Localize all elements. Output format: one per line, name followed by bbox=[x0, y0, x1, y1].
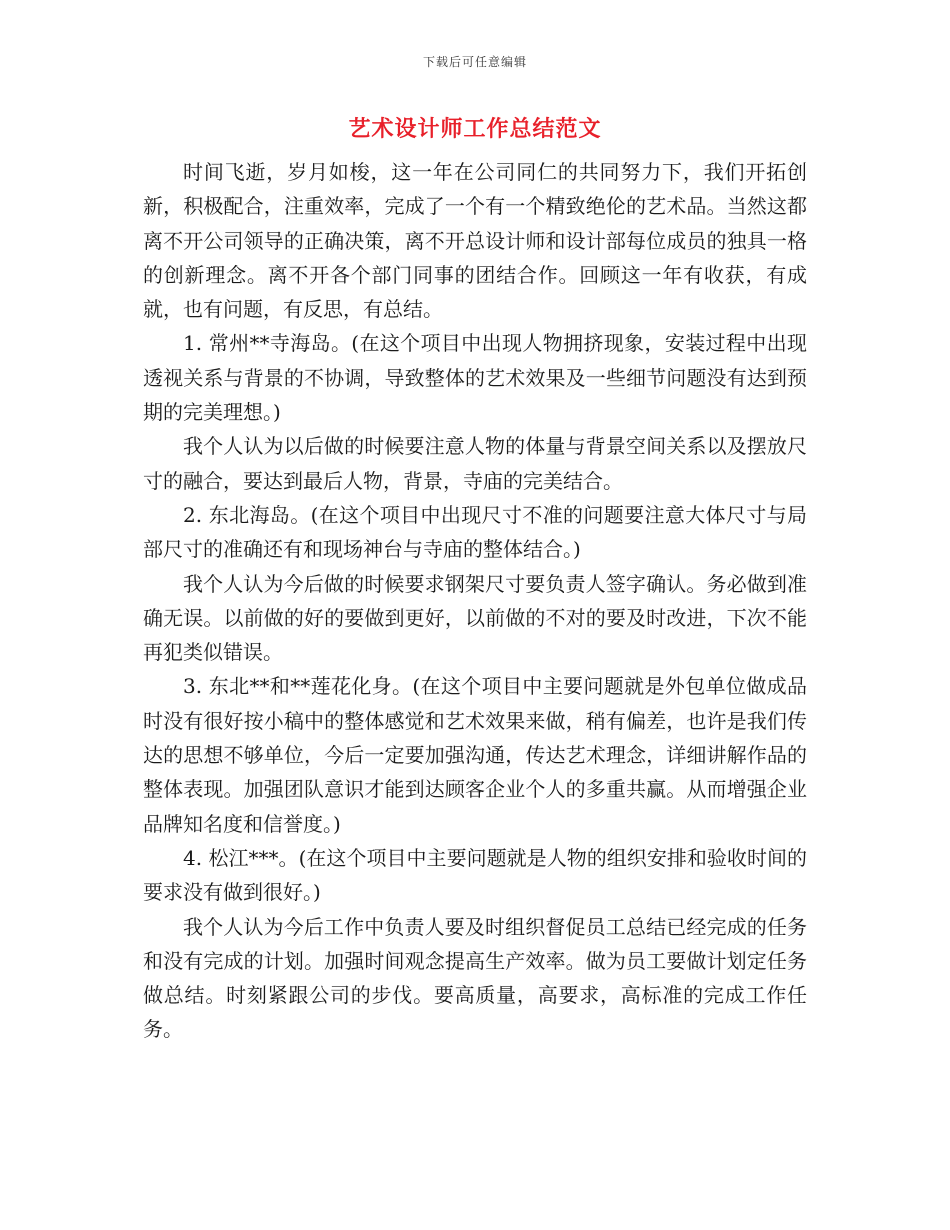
document-title: 艺术设计师工作总结范文 bbox=[348, 116, 602, 142]
paragraph-reflection-4: 我个人认为今后工作中负责人要及时组织督促员工总结已经完成的任务和没有完成的计划。加强时间观念提高生产效率。做为员工要做计划定任务做总结。时刻紧跟公司的步伐。要高质量，高要求，高标准的完成工作任务。 bbox=[143, 914, 807, 1042]
document-body bbox=[143, 155, 807, 1047]
header-note: 下载后可任意编辑 bbox=[422, 55, 527, 69]
paragraph-item-4: 4. 松江***。(在这个项目中主要问题就是人物的组织安排和验收时间的要求没有做到很好。) bbox=[143, 845, 807, 905]
paragraph-item-3: 3. 东北**和**莲花化身。(在这个项目中主要问题就是外包单位做成品时没有很好按小稿中的整体感觉和艺术效果来做，稍有偏差，也许是我们传达的思想不够单位，今后一定要加强沟通，传达艺术理念，详细讲解作品的整体表现。加强团队意识才能到达顾客企业个人的多重共赢。从而增强企业品牌知名度和信誉度。) bbox=[143, 674, 807, 836]
paragraph-intro: 时间飞逝，岁月如梭，这一年在公司同仁的共同努力下，我们开拓创新，积极配合，注重效率，完成了一个有一个精致绝伦的艺术品。当然这都离不开公司领导的正确决策，离不开总设计师和设计部每位成员的独具一格的创新理念。离不开各个部门同事的团结合作。回顾这一年有收获，有成就，也有问题，有反思，有总结。 bbox=[143, 160, 807, 322]
paragraph-reflection-1: 我个人认为以后做的时候要注意人物的体量与背景空间关系以及摆放尺寸的融合，要达到最后人物，背景，寺庙的完美结合。 bbox=[143, 434, 807, 493]
paragraph-item-1: 1. 常州**寺海岛。(在这个项目中出现人物拥挤现象，安装过程中出现透视关系与背景的不协调，导致整体的艺术效果及一些细节问题没有达到预期的完美理想。) bbox=[143, 331, 807, 425]
paragraph-reflection-2: 我个人认为今后做的时候要求钢架尺寸要负责人签字确认。务必做到准确无误。以前做的好的要做到更好，以前做的不对的要及时改进，下次不能再犯类似错误。 bbox=[143, 571, 807, 665]
paragraph-item-2: 2. 东北海岛。(在这个项目中出现尺寸不准的问题要注意大体尺寸与局部尺寸的准确还有和现场神台与寺庙的整体结合。) bbox=[143, 502, 807, 562]
